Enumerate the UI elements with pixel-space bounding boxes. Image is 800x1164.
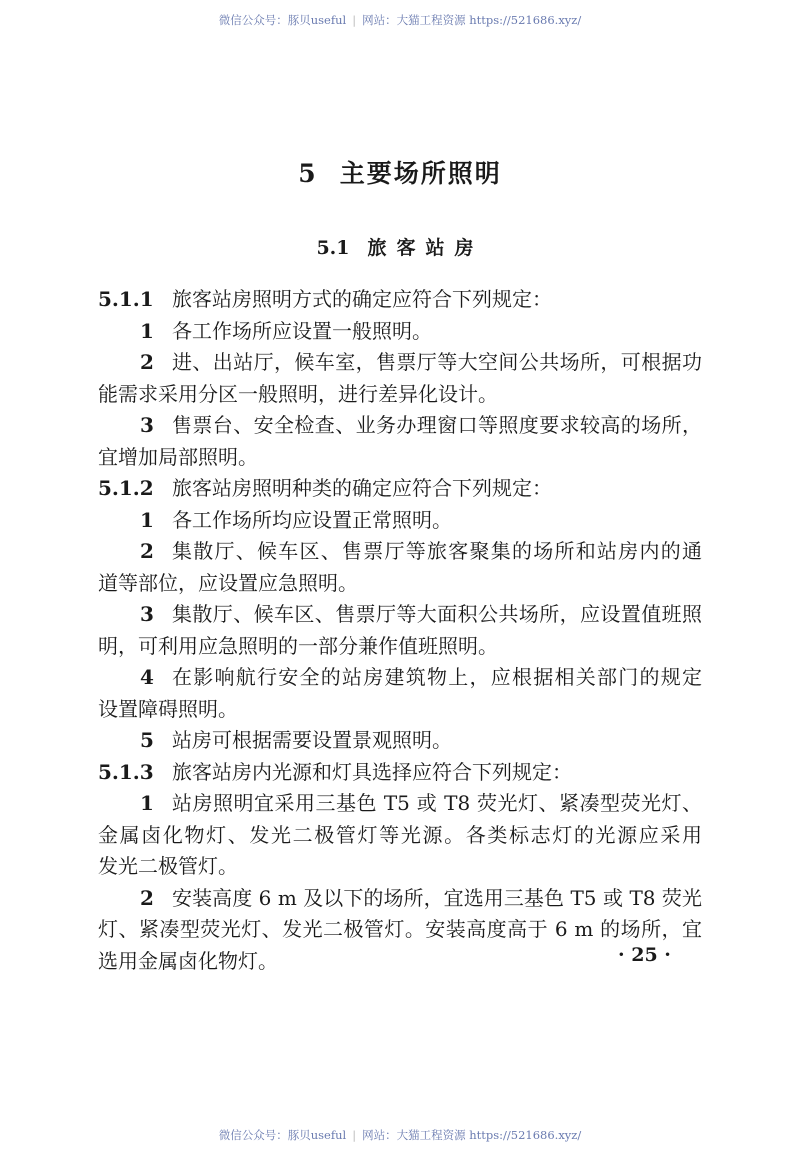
watermark-wechat: 微信公众号：豚贝useful — [218, 1128, 347, 1142]
item-number: 5 — [140, 728, 154, 752]
continuation-line — [98, 946, 702, 978]
section-title-text: 旅客站房 — [367, 237, 484, 259]
body-text — [98, 284, 702, 977]
clause-number: 5.1.3 — [98, 759, 154, 784]
section-heading — [0, 233, 800, 260]
continuation-line — [98, 820, 702, 852]
line-text: 售票台、安全检查、业务办理窗口等照度要求较高的场所， — [172, 413, 702, 437]
watermark-divider: | — [352, 1128, 357, 1142]
list-item-line — [98, 536, 702, 568]
watermark-wechat: 微信公众号：豚贝useful — [218, 13, 347, 27]
line-text: 能需求采用分区一般照明，进行差异化设计。 — [98, 381, 498, 406]
item-number: 1 — [140, 507, 154, 532]
item-number: 1 — [140, 318, 154, 343]
line-text: 金属卤化物灯、发光二极管灯等光源。各类标志灯的光源应采用 — [98, 822, 702, 847]
line-text: 灯、紧凑型荧光灯、发光二极管灯。安装高度高于 6 m 的场所，宜 — [98, 917, 702, 941]
watermark-site: 网站：大猫工程资源 https://521686.xyz/ — [362, 13, 582, 27]
list-item-line — [98, 662, 702, 694]
watermark-divider: | — [352, 13, 357, 27]
item-number: 1 — [140, 791, 154, 815]
continuation-line — [98, 694, 702, 726]
chapter-title — [0, 154, 800, 190]
clause-line — [98, 757, 702, 789]
continuation-line — [98, 568, 702, 600]
list-item-line — [98, 505, 702, 537]
line-text: 明，可利用应急照明的一部分兼作值班照明。 — [98, 633, 498, 658]
continuation-line — [98, 914, 702, 946]
line-text: 站房照明宜采用三基色 T5 或 T8 荧光灯、紧凑型荧光灯、 — [172, 791, 702, 815]
watermark-header — [0, 12, 800, 28]
item-number: 2 — [140, 350, 154, 374]
line-text: 选用金属卤化物灯。 — [98, 948, 278, 973]
item-number: 2 — [140, 539, 154, 563]
line-text: 旅客站房照明方式的确定应符合下列规定： — [172, 287, 552, 311]
line-text: 发光二极管灯。 — [98, 854, 238, 878]
list-item-line — [98, 410, 702, 442]
line-text: 旅客站房内光源和灯具选择应符合下列规定： — [172, 759, 572, 784]
watermark-footer — [0, 1127, 800, 1143]
list-item-line — [98, 883, 702, 915]
clause-line — [98, 473, 702, 505]
section-number: 5.1 — [316, 237, 350, 259]
page-number: · 25 · — [618, 944, 671, 966]
line-text: 旅客站房照明种类的确定应符合下列规定： — [172, 476, 552, 500]
item-number: 3 — [140, 602, 154, 626]
chapter-number: 5 — [298, 159, 318, 188]
clause-number: 5.1.1 — [98, 287, 154, 311]
continuation-line — [98, 851, 702, 883]
line-text: 各工作场所均应设置正常照明。 — [172, 507, 452, 532]
continuation-line — [98, 631, 702, 663]
clause-number: 5.1.2 — [98, 476, 154, 500]
item-number: 2 — [140, 885, 154, 910]
line-text: 安装高度 6 m 及以下的场所，宜选用三基色 T5 或 T8 荧光 — [172, 885, 702, 910]
continuation-line — [98, 442, 702, 474]
continuation-line — [98, 379, 702, 411]
line-text: 站房可根据需要设置景观照明。 — [172, 728, 452, 752]
list-item-line — [98, 347, 702, 379]
line-text: 各工作场所应设置一般照明。 — [172, 318, 432, 343]
line-text: 集散厅、候车区、售票厅等大面积公共场所，应设置值班照 — [172, 602, 702, 626]
line-text: 在影响航行安全的站房建筑物上，应根据相关部门的规定 — [172, 665, 702, 689]
line-text: 进、出站厅，候车室，售票厅等大空间公共场所，可根据功 — [172, 350, 702, 374]
line-text: 设置障碍照明。 — [98, 696, 238, 721]
line-text: 宜增加局部照明。 — [98, 444, 258, 469]
list-item-line — [98, 316, 702, 348]
clause-line — [98, 284, 702, 316]
item-number: 4 — [140, 665, 154, 689]
chapter-title-text: 主要场所照明 — [339, 159, 502, 188]
list-item-line — [98, 788, 702, 820]
list-item-line — [98, 725, 702, 757]
line-text: 集散厅、候车区、售票厅等旅客聚集的场所和站房内的通 — [172, 539, 702, 563]
watermark-site: 网站：大猫工程资源 https://521686.xyz/ — [362, 1128, 582, 1142]
list-item-line — [98, 599, 702, 631]
line-text: 道等部位，应设置应急照明。 — [98, 570, 358, 595]
item-number: 3 — [140, 413, 154, 437]
